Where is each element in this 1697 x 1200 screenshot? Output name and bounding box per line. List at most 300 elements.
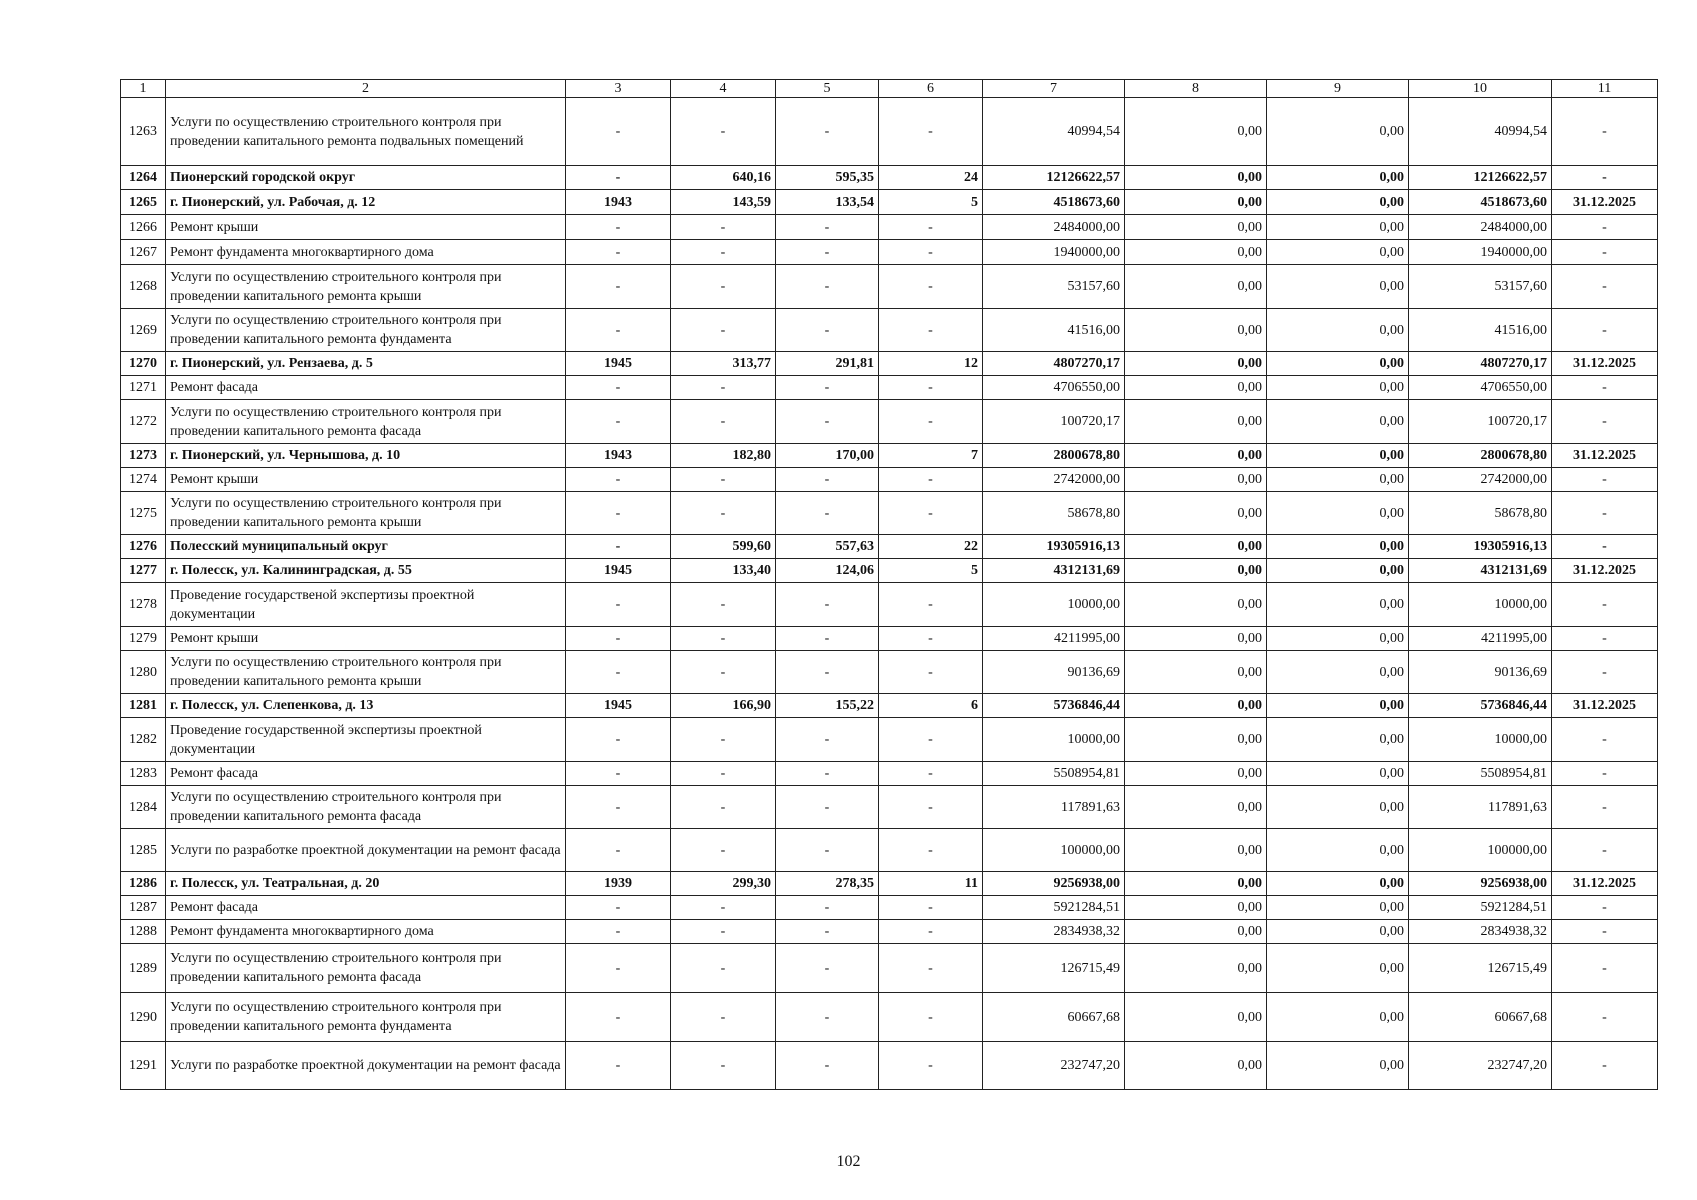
area-living-cell: 133,54	[776, 190, 879, 215]
item-name-cell: Ремонт фасада	[166, 762, 566, 786]
area-living-cell: -	[776, 400, 879, 444]
owners-funds-cell: 5921284,51	[1409, 896, 1552, 920]
owners-funds-cell: 4807270,17	[1409, 352, 1552, 376]
area-total-cell: -	[671, 786, 776, 829]
row-number-cell: 1286	[121, 872, 166, 896]
total-cost-cell: 2484000,00	[983, 215, 1125, 240]
count-cell: 5	[879, 190, 983, 215]
total-cost-cell: 4518673,60	[983, 190, 1125, 215]
year-cell: -	[566, 583, 671, 627]
area-total-cell: 166,90	[671, 694, 776, 718]
year-cell: -	[566, 376, 671, 400]
deadline-cell: -	[1552, 1042, 1658, 1090]
area-living-cell: 124,06	[776, 559, 879, 583]
fund-cell: 0,00	[1125, 762, 1267, 786]
budget-cell: 0,00	[1267, 98, 1409, 166]
area-living-cell: 291,81	[776, 352, 879, 376]
count-cell: -	[879, 583, 983, 627]
fund-cell: 0,00	[1125, 694, 1267, 718]
area-total-cell: -	[671, 829, 776, 872]
item-name-cell: г. Полесск, ул. Театральная, д. 20	[166, 872, 566, 896]
owners-funds-cell: 40994,54	[1409, 98, 1552, 166]
item-name-cell: Ремонт фасада	[166, 376, 566, 400]
row-number-cell: 1275	[121, 492, 166, 535]
area-total-cell: -	[671, 492, 776, 535]
deadline-cell: -	[1552, 98, 1658, 166]
row-number-cell: 1285	[121, 829, 166, 872]
table-row	[121, 920, 1658, 944]
budget-cell: 0,00	[1267, 944, 1409, 993]
area-living-cell: -	[776, 215, 879, 240]
year-cell: 1943	[566, 444, 671, 468]
budget-cell: 0,00	[1267, 872, 1409, 896]
owners-funds-cell: 4706550,00	[1409, 376, 1552, 400]
year-cell: -	[566, 98, 671, 166]
item-name-cell: Проведение государственой экспертизы проектной документации	[166, 583, 566, 627]
count-cell: 12	[879, 352, 983, 376]
fund-cell: 0,00	[1125, 993, 1267, 1042]
table-row	[121, 190, 1658, 215]
table-row	[121, 559, 1658, 583]
row-number-cell: 1291	[121, 1042, 166, 1090]
count-cell: -	[879, 920, 983, 944]
repair-program-table	[120, 79, 1658, 1090]
table-row	[121, 444, 1658, 468]
row-number-cell: 1288	[121, 920, 166, 944]
year-cell: 1945	[566, 352, 671, 376]
year-cell: -	[566, 240, 671, 265]
table-row	[121, 829, 1658, 872]
count-cell: -	[879, 944, 983, 993]
total-cost-cell: 90136,69	[983, 651, 1125, 694]
row-number-cell: 1279	[121, 627, 166, 651]
total-cost-cell: 19305916,13	[983, 535, 1125, 559]
year-cell: -	[566, 166, 671, 190]
deadline-cell: 31.12.2025	[1552, 444, 1658, 468]
owners-funds-cell: 60667,68	[1409, 993, 1552, 1042]
count-cell: -	[879, 468, 983, 492]
header-cell: 11	[1552, 80, 1658, 98]
table-row	[121, 762, 1658, 786]
owners-funds-cell: 2834938,32	[1409, 920, 1552, 944]
count-cell: 11	[879, 872, 983, 896]
budget-cell: 0,00	[1267, 694, 1409, 718]
item-name-cell: Услуги по осуществлению строительного контроля при проведении капитального ремонта крыши	[166, 651, 566, 694]
count-cell: 24	[879, 166, 983, 190]
fund-cell: 0,00	[1125, 559, 1267, 583]
row-number-cell: 1268	[121, 265, 166, 309]
fund-cell: 0,00	[1125, 468, 1267, 492]
count-cell: -	[879, 993, 983, 1042]
area-total-cell: 640,16	[671, 166, 776, 190]
budget-cell: 0,00	[1267, 896, 1409, 920]
area-living-cell: -	[776, 993, 879, 1042]
table-row	[121, 166, 1658, 190]
fund-cell: 0,00	[1125, 829, 1267, 872]
owners-funds-cell: 10000,00	[1409, 583, 1552, 627]
area-total-cell: 133,40	[671, 559, 776, 583]
area-living-cell: 595,35	[776, 166, 879, 190]
owners-funds-cell: 10000,00	[1409, 718, 1552, 762]
budget-cell: 0,00	[1267, 215, 1409, 240]
row-number-cell: 1280	[121, 651, 166, 694]
total-cost-cell: 4807270,17	[983, 352, 1125, 376]
fund-cell: 0,00	[1125, 190, 1267, 215]
area-total-cell: -	[671, 993, 776, 1042]
total-cost-cell: 53157,60	[983, 265, 1125, 309]
year-cell: -	[566, 215, 671, 240]
row-number-cell: 1264	[121, 166, 166, 190]
deadline-cell: -	[1552, 583, 1658, 627]
total-cost-cell: 9256938,00	[983, 872, 1125, 896]
deadline-cell: 31.12.2025	[1552, 352, 1658, 376]
table-row	[121, 872, 1658, 896]
area-living-cell: -	[776, 718, 879, 762]
total-cost-cell: 60667,68	[983, 993, 1125, 1042]
count-cell: -	[879, 718, 983, 762]
fund-cell: 0,00	[1125, 1042, 1267, 1090]
deadline-cell: -	[1552, 993, 1658, 1042]
owners-funds-cell: 4211995,00	[1409, 627, 1552, 651]
area-total-cell: -	[671, 718, 776, 762]
count-cell: -	[879, 627, 983, 651]
page-number: 102	[836, 1153, 861, 1170]
row-number-cell: 1274	[121, 468, 166, 492]
count-cell: -	[879, 492, 983, 535]
document-page	[120, 79, 1657, 1090]
row-number-cell: 1276	[121, 535, 166, 559]
area-living-cell: -	[776, 240, 879, 265]
area-living-cell: -	[776, 376, 879, 400]
year-cell: -	[566, 265, 671, 309]
item-name-cell: г. Полесск, ул. Слепенкова, д. 13	[166, 694, 566, 718]
area-total-cell: -	[671, 265, 776, 309]
total-cost-cell: 126715,49	[983, 944, 1125, 993]
budget-cell: 0,00	[1267, 583, 1409, 627]
area-total-cell: -	[671, 627, 776, 651]
budget-cell: 0,00	[1267, 376, 1409, 400]
count-cell: 7	[879, 444, 983, 468]
table-row	[121, 944, 1658, 993]
owners-funds-cell: 126715,49	[1409, 944, 1552, 993]
area-living-cell: -	[776, 309, 879, 352]
budget-cell: 0,00	[1267, 352, 1409, 376]
area-total-cell: 599,60	[671, 535, 776, 559]
owners-funds-cell: 41516,00	[1409, 309, 1552, 352]
header-cell: 4	[671, 80, 776, 98]
column-number-header	[121, 80, 1658, 98]
item-name-cell: г. Пионерский, ул. Чернышова, д. 10	[166, 444, 566, 468]
header-cell: 10	[1409, 80, 1552, 98]
budget-cell: 0,00	[1267, 1042, 1409, 1090]
fund-cell: 0,00	[1125, 944, 1267, 993]
deadline-cell: -	[1552, 920, 1658, 944]
item-name-cell: Ремонт крыши	[166, 627, 566, 651]
table-row	[121, 1042, 1658, 1090]
count-cell: -	[879, 309, 983, 352]
budget-cell: 0,00	[1267, 762, 1409, 786]
area-living-cell: -	[776, 265, 879, 309]
row-number-cell: 1278	[121, 583, 166, 627]
deadline-cell: -	[1552, 762, 1658, 786]
deadline-cell: -	[1552, 492, 1658, 535]
budget-cell: 0,00	[1267, 920, 1409, 944]
deadline-cell: 31.12.2025	[1552, 190, 1658, 215]
count-cell: -	[879, 762, 983, 786]
area-total-cell: -	[671, 583, 776, 627]
deadline-cell: 31.12.2025	[1552, 559, 1658, 583]
total-cost-cell: 4312131,69	[983, 559, 1125, 583]
table-row	[121, 468, 1658, 492]
item-name-cell: Ремонт фундамента многоквартирного дома	[166, 920, 566, 944]
header-cell: 5	[776, 80, 879, 98]
fund-cell: 0,00	[1125, 651, 1267, 694]
table-row	[121, 583, 1658, 627]
table-row	[121, 265, 1658, 309]
item-name-cell: Ремонт крыши	[166, 468, 566, 492]
count-cell: 22	[879, 535, 983, 559]
area-living-cell: -	[776, 583, 879, 627]
year-cell: -	[566, 993, 671, 1042]
count-cell: -	[879, 215, 983, 240]
total-cost-cell: 5508954,81	[983, 762, 1125, 786]
header-cell: 1	[121, 80, 166, 98]
area-total-cell: 313,77	[671, 352, 776, 376]
count-cell: -	[879, 98, 983, 166]
year-cell: -	[566, 829, 671, 872]
area-living-cell: 278,35	[776, 872, 879, 896]
owners-funds-cell: 9256938,00	[1409, 872, 1552, 896]
row-number-cell: 1263	[121, 98, 166, 166]
year-cell: -	[566, 718, 671, 762]
count-cell: -	[879, 786, 983, 829]
count-cell: -	[879, 1042, 983, 1090]
deadline-cell: -	[1552, 240, 1658, 265]
header-cell: 9	[1267, 80, 1409, 98]
fund-cell: 0,00	[1125, 400, 1267, 444]
area-total-cell: -	[671, 651, 776, 694]
fund-cell: 0,00	[1125, 444, 1267, 468]
table-row	[121, 98, 1658, 166]
fund-cell: 0,00	[1125, 352, 1267, 376]
total-cost-cell: 2834938,32	[983, 920, 1125, 944]
deadline-cell: -	[1552, 718, 1658, 762]
year-cell: 1945	[566, 694, 671, 718]
table-row	[121, 376, 1658, 400]
total-cost-cell: 12126622,57	[983, 166, 1125, 190]
fund-cell: 0,00	[1125, 786, 1267, 829]
item-name-cell: Ремонт крыши	[166, 215, 566, 240]
fund-cell: 0,00	[1125, 896, 1267, 920]
year-cell: 1945	[566, 559, 671, 583]
row-number-cell: 1277	[121, 559, 166, 583]
row-number-cell: 1283	[121, 762, 166, 786]
table-row	[121, 786, 1658, 829]
year-cell: -	[566, 896, 671, 920]
item-name-cell: Услуги по осуществлению строительного контроля при проведении капитального ремонта крыши	[166, 492, 566, 535]
fund-cell: 0,00	[1125, 98, 1267, 166]
year-cell: -	[566, 468, 671, 492]
budget-cell: 0,00	[1267, 468, 1409, 492]
area-living-cell: 557,63	[776, 535, 879, 559]
owners-funds-cell: 100000,00	[1409, 829, 1552, 872]
budget-cell: 0,00	[1267, 829, 1409, 872]
item-name-cell: Услуги по осуществлению строительного контроля при проведении капитального ремонта крыши	[166, 265, 566, 309]
deadline-cell: -	[1552, 786, 1658, 829]
table-row	[121, 896, 1658, 920]
row-number-cell: 1271	[121, 376, 166, 400]
owners-funds-cell: 4312131,69	[1409, 559, 1552, 583]
owners-funds-cell: 232747,20	[1409, 1042, 1552, 1090]
area-total-cell: -	[671, 376, 776, 400]
area-living-cell: -	[776, 786, 879, 829]
count-cell: -	[879, 240, 983, 265]
item-name-cell: г. Пионерский, ул. Рензаева, д. 5	[166, 352, 566, 376]
item-name-cell: Пионерский городской округ	[166, 166, 566, 190]
total-cost-cell: 100000,00	[983, 829, 1125, 872]
deadline-cell: -	[1552, 651, 1658, 694]
fund-cell: 0,00	[1125, 265, 1267, 309]
header-cell: 6	[879, 80, 983, 98]
year-cell: 1939	[566, 872, 671, 896]
total-cost-cell: 10000,00	[983, 718, 1125, 762]
budget-cell: 0,00	[1267, 444, 1409, 468]
fund-cell: 0,00	[1125, 309, 1267, 352]
area-living-cell: -	[776, 762, 879, 786]
owners-funds-cell: 12126622,57	[1409, 166, 1552, 190]
area-living-cell: -	[776, 920, 879, 944]
year-cell: -	[566, 535, 671, 559]
count-cell: -	[879, 265, 983, 309]
area-total-cell: 143,59	[671, 190, 776, 215]
area-total-cell: -	[671, 400, 776, 444]
table-row	[121, 492, 1658, 535]
header-cell: 3	[566, 80, 671, 98]
owners-funds-cell: 90136,69	[1409, 651, 1552, 694]
row-number-cell: 1290	[121, 993, 166, 1042]
year-cell: -	[566, 400, 671, 444]
table-row	[121, 352, 1658, 376]
total-cost-cell: 10000,00	[983, 583, 1125, 627]
budget-cell: 0,00	[1267, 535, 1409, 559]
table-row	[121, 535, 1658, 559]
fund-cell: 0,00	[1125, 583, 1267, 627]
area-living-cell: -	[776, 98, 879, 166]
deadline-cell: -	[1552, 309, 1658, 352]
area-living-cell: 155,22	[776, 694, 879, 718]
table-row	[121, 694, 1658, 718]
budget-cell: 0,00	[1267, 651, 1409, 694]
area-total-cell: -	[671, 309, 776, 352]
owners-funds-cell: 53157,60	[1409, 265, 1552, 309]
fund-cell: 0,00	[1125, 492, 1267, 535]
budget-cell: 0,00	[1267, 559, 1409, 583]
item-name-cell: Услуги по осуществлению строительного контроля при проведении капитального ремонта фасада	[166, 400, 566, 444]
header-cell: 2	[166, 80, 566, 98]
item-name-cell: Полесский муниципальный округ	[166, 535, 566, 559]
fund-cell: 0,00	[1125, 872, 1267, 896]
item-name-cell: Ремонт фундамента многоквартирного дома	[166, 240, 566, 265]
fund-cell: 0,00	[1125, 920, 1267, 944]
deadline-cell: -	[1552, 265, 1658, 309]
owners-funds-cell: 100720,17	[1409, 400, 1552, 444]
table-row	[121, 240, 1658, 265]
row-number-cell: 1267	[121, 240, 166, 265]
fund-cell: 0,00	[1125, 535, 1267, 559]
table-row	[121, 993, 1658, 1042]
owners-funds-cell: 4518673,60	[1409, 190, 1552, 215]
item-name-cell: Проведение государственной экспертизы проектной документации	[166, 718, 566, 762]
year-cell: -	[566, 492, 671, 535]
owners-funds-cell: 5508954,81	[1409, 762, 1552, 786]
total-cost-cell: 2742000,00	[983, 468, 1125, 492]
total-cost-cell: 41516,00	[983, 309, 1125, 352]
area-living-cell: -	[776, 829, 879, 872]
year-cell: -	[566, 920, 671, 944]
deadline-cell: -	[1552, 896, 1658, 920]
area-total-cell: -	[671, 468, 776, 492]
area-living-cell: -	[776, 896, 879, 920]
total-cost-cell: 4706550,00	[983, 376, 1125, 400]
year-cell: -	[566, 762, 671, 786]
year-cell: -	[566, 786, 671, 829]
table-row	[121, 400, 1658, 444]
total-cost-cell: 5921284,51	[983, 896, 1125, 920]
area-living-cell: 170,00	[776, 444, 879, 468]
area-total-cell: 182,80	[671, 444, 776, 468]
row-number-cell: 1270	[121, 352, 166, 376]
row-number-cell: 1287	[121, 896, 166, 920]
budget-cell: 0,00	[1267, 786, 1409, 829]
row-number-cell: 1284	[121, 786, 166, 829]
count-cell: 6	[879, 694, 983, 718]
count-cell: -	[879, 896, 983, 920]
area-total-cell: -	[671, 944, 776, 993]
budget-cell: 0,00	[1267, 492, 1409, 535]
count-cell: -	[879, 651, 983, 694]
area-living-cell: -	[776, 627, 879, 651]
area-total-cell: -	[671, 215, 776, 240]
area-total-cell: -	[671, 240, 776, 265]
fund-cell: 0,00	[1125, 718, 1267, 762]
total-cost-cell: 117891,63	[983, 786, 1125, 829]
area-total-cell: 299,30	[671, 872, 776, 896]
deadline-cell: -	[1552, 627, 1658, 651]
table-row	[121, 215, 1658, 240]
count-cell: -	[879, 376, 983, 400]
area-total-cell: -	[671, 896, 776, 920]
item-name-cell: Услуги по осуществлению строительного контроля при проведении капитального ремонта подвальных помещений	[166, 98, 566, 166]
budget-cell: 0,00	[1267, 993, 1409, 1042]
row-number-cell: 1265	[121, 190, 166, 215]
area-living-cell: -	[776, 651, 879, 694]
budget-cell: 0,00	[1267, 265, 1409, 309]
owners-funds-cell: 1940000,00	[1409, 240, 1552, 265]
fund-cell: 0,00	[1125, 215, 1267, 240]
budget-cell: 0,00	[1267, 240, 1409, 265]
item-name-cell: Услуги по осуществлению строительного контроля при проведении капитального ремонта фасада	[166, 786, 566, 829]
total-cost-cell: 2800678,80	[983, 444, 1125, 468]
year-cell: -	[566, 627, 671, 651]
area-living-cell: -	[776, 1042, 879, 1090]
row-number-cell: 1281	[121, 694, 166, 718]
item-name-cell: Услуги по разработке проектной документации на ремонт фасада	[166, 1042, 566, 1090]
budget-cell: 0,00	[1267, 166, 1409, 190]
deadline-cell: -	[1552, 215, 1658, 240]
item-name-cell: Услуги по осуществлению строительного контроля при проведении капитального ремонта фасада	[166, 944, 566, 993]
row-number-cell: 1269	[121, 309, 166, 352]
item-name-cell: Услуги по разработке проектной документации на ремонт фасада	[166, 829, 566, 872]
